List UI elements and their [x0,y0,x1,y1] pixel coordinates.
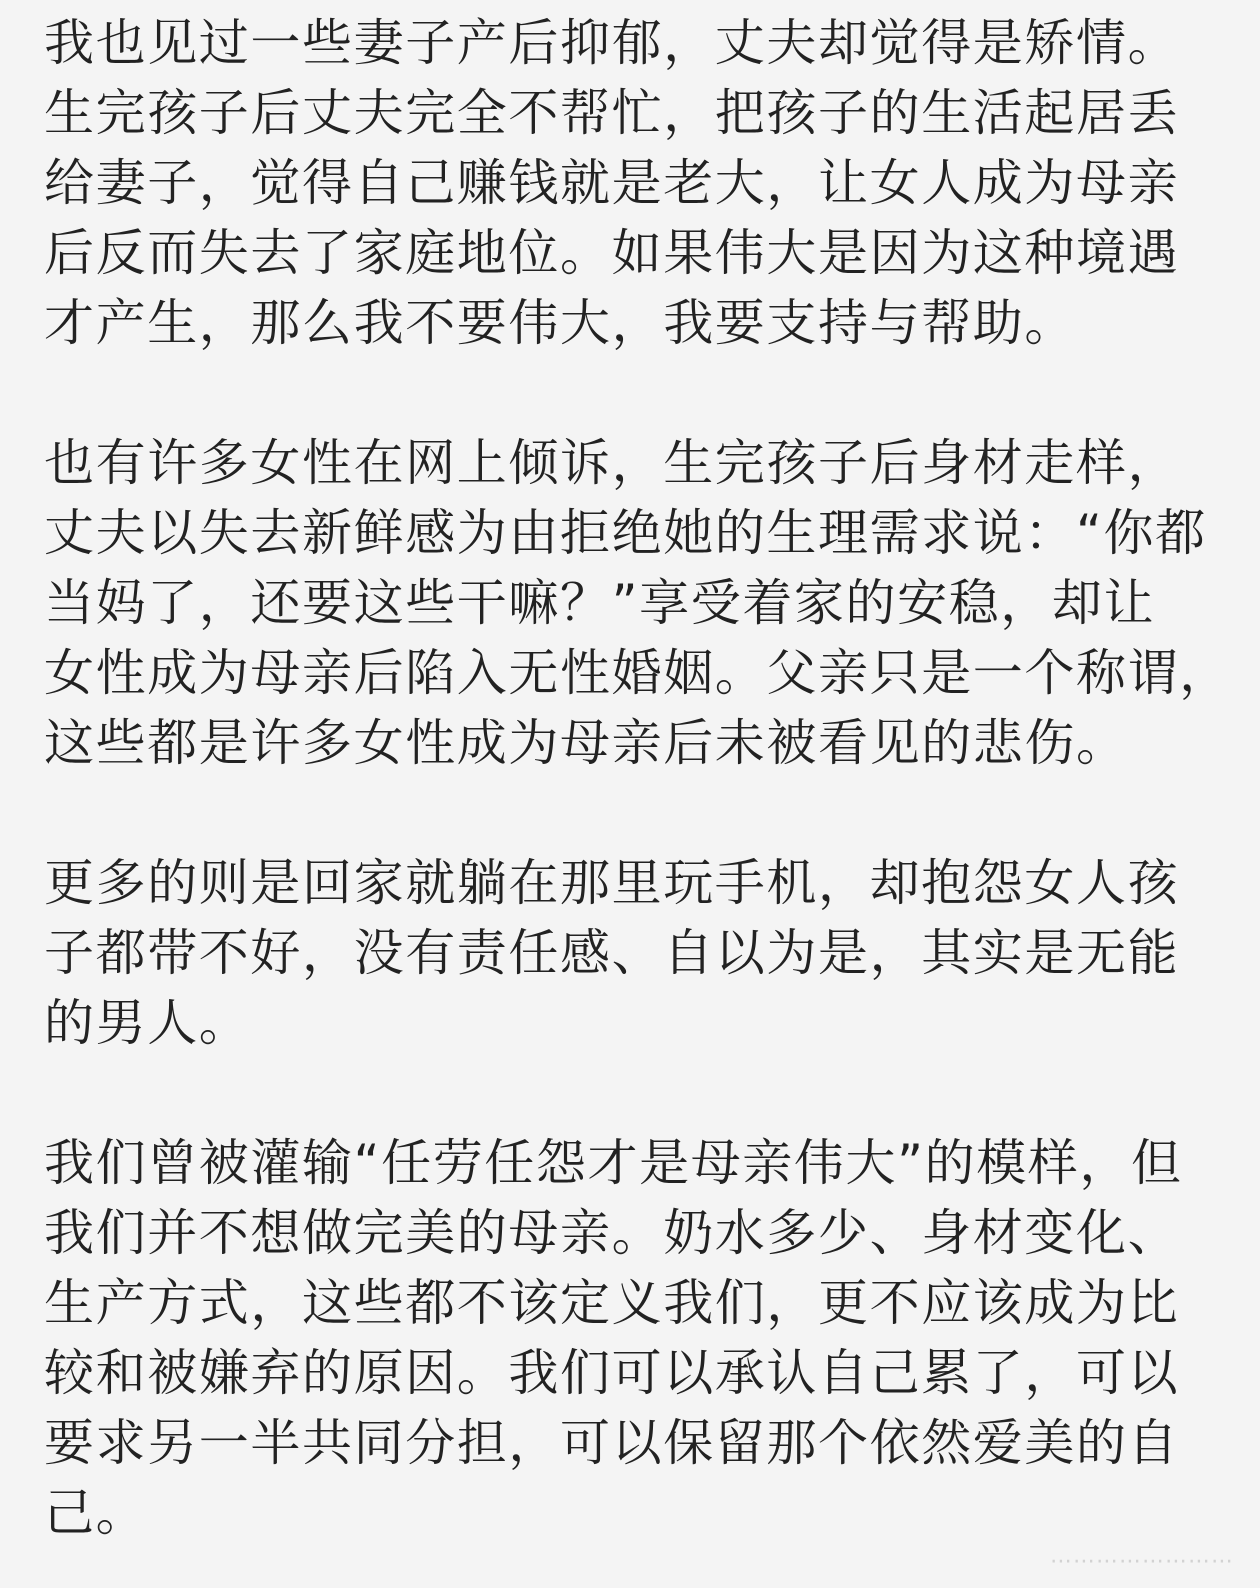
text-line: 后反而失去了家庭地位。如果伟大是因为这种境遇 [44,224,1180,282]
article-body [44,8,1231,1548]
text-line: 丈夫以失去新鲜感为由拒绝她的生理需求说：“你都 [44,504,1207,562]
text-line: 我们曾被灌输“任劳任怨才是母亲伟大”的模样，但 [44,1134,1183,1192]
paragraph-2 [44,428,1231,778]
paragraph-1 [44,8,1224,358]
text-line: 的男人。 [44,994,251,1052]
watermark: ⋯⋯⋯⋯⋯⋯⋯⋯ [1050,1549,1234,1574]
text-line: 当妈了，还要这些干嘛？”享受着家的安稳，却让 [44,574,1156,632]
text-line: 也有许多女性在网上倾诉，生完孩子后身材走样， [44,434,1180,492]
text-line: 生完孩子后丈夫完全不帮忙，把孩子的生活起居丢 [44,84,1180,142]
paragraph-spacer [44,358,1224,428]
paragraph-spacer [44,1058,1224,1128]
paragraph-4 [44,1128,1224,1548]
text-line: 这些都是许多女性成为母亲后未被看见的悲伤。 [44,714,1128,772]
text-line: 我也见过一些妻子产后抑郁，丈夫却觉得是矫情。 [44,14,1180,72]
text-line: 才产生，那么我不要伟大，我要支持与帮助。 [44,294,1076,352]
text-line: 己。 [44,1484,148,1542]
text-line: 子都带不好，没有责任感、自以为是，其实是无能 [44,924,1180,982]
text-line: 女性成为母亲后陷入无性婚姻。父亲只是一个称谓， [44,644,1231,702]
paragraph-spacer [44,778,1224,848]
text-line: 生产方式，这些都不该定义我们，更不应该成为比 [44,1274,1180,1332]
text-line: 我们并不想做完美的母亲。奶水多少、身材变化、 [44,1204,1180,1262]
paragraph-3 [44,848,1224,1058]
text-line: 更多的则是回家就躺在那里玩手机，却抱怨女人孩 [44,854,1180,912]
text-line: 要求另一半共同分担，可以保留那个依然爱美的自 [44,1414,1180,1472]
text-line: 给妻子，觉得自己赚钱就是老大，让女人成为母亲 [44,154,1180,212]
text-line: 较和被嫌弃的原因。我们可以承认自己累了，可以 [44,1344,1180,1402]
